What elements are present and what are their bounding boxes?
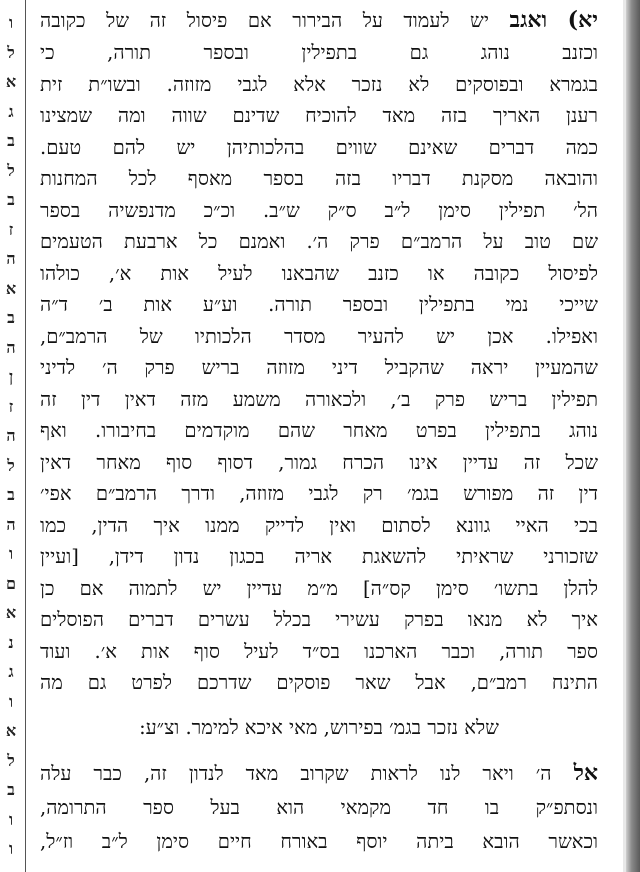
paragraph-1-line: שם טוב על הרמב״ם פרק ה׳. ואמנם כל ארבעת הטעמים <box>40 230 598 253</box>
paragraph-1-line: ספר תורה, וכבר הארכנו בס״ד לעיל סוף אות א׳. ועוד <box>40 639 598 663</box>
margin-fragment-char: ה <box>6 249 16 268</box>
column-divider-line <box>25 0 26 872</box>
margin-fragment-char: ב <box>7 485 15 504</box>
neighbour-column-margin <box>0 0 22 872</box>
paragraph-1-line: דין זה מפורש בגמ׳ רק לגבי מזוזה, ודרך הרמב״ם אפי׳ <box>40 482 598 505</box>
main-text-column <box>40 0 600 872</box>
margin-fragment-char: א <box>5 603 17 622</box>
margin-fragment-char: א <box>5 278 17 298</box>
paragraph-1-line: ואפילו. אכן יש להעיר מסדר הלכותיו של הרמב״ם, <box>40 324 598 348</box>
margin-fragment-char: ה <box>6 337 16 357</box>
margin-fragment-char: ז <box>8 219 14 239</box>
margin-fragment-char: ב <box>7 190 15 209</box>
paragraph-1-line: לפיסול כקובה או כזנב שהבאנו לעיל אות א׳, כולהו <box>40 261 598 285</box>
margin-fragment-char: ל <box>7 160 15 180</box>
margin-fragment-char: ל <box>7 42 15 62</box>
paragraph-1-line: איך לא מנאו בפרק עשירי בכלל עשרים דברים הפוסלים <box>40 608 598 631</box>
paragraph-1-line: נוהג בתפילין בפרט מאחר שהם מוקדמים בחיבורו. ואף <box>40 419 598 442</box>
paragraph-1-lead-word: ואגב <box>509 7 548 33</box>
margin-fragment-char: ג <box>8 101 14 121</box>
paragraph-1-last-line: שלא נזכר בגמ׳ בפירוש, מאי איכא למימר. וצ״ע: <box>139 716 499 739</box>
margin-fragment-char: ג <box>8 662 14 681</box>
paragraph-1-line: רענן האריך בזה מאד להוכיח שדינם שווה ומה שמצינו <box>40 104 598 127</box>
margin-fragment-char: ז <box>8 396 14 416</box>
margin-fragment-char: ו <box>8 839 14 858</box>
paragraph-1-line: התינח רמב״ם, אבל שאר פוסקים שדרכם לפרט גם מה <box>40 671 598 694</box>
paragraph-1-line: בכי האיי גוונא לסתום ואין לדייק ממנו איך הדין, כמו <box>40 513 598 537</box>
paragraph-1-line: הל׳ תפילין סימן ל״ב ס״ק ש״ב. וכ״כ מדנפשיה בספר <box>40 198 598 222</box>
paragraph-1-line: להלן בתשו׳ סימן קס״ה] מ״מ עדיין יש לתמוה אם כן <box>40 576 598 600</box>
margin-fragment-char: ה <box>6 514 16 534</box>
margin-fragment-char: ב <box>7 131 15 150</box>
margin-fragment-char: ו <box>8 809 14 829</box>
paragraph-2-line: וכאשר הובא ביתה יוסף באורח חיים סימן ל״ב וז״ל, <box>40 830 598 853</box>
margin-fragment-char: ו <box>8 544 14 563</box>
margin-fragment-char: א <box>5 72 17 91</box>
paragraph-2-line-1-text: ה׳ ויאר לנו לראות שקרוב מאד לנדון זה, כבר עלה <box>40 762 552 785</box>
paragraph-1-line: שהמעיין יראה שהקביל דיני מזוזה בריש פרק ה׳ לדיני <box>40 356 598 379</box>
margin-fragment-char: ב <box>7 780 15 799</box>
margin-fragment-char: ו <box>8 13 14 32</box>
paragraph-1-number: יא) <box>567 7 598 33</box>
paragraph-1-line-1 <box>40 7 598 33</box>
paragraph-1-line: כמה דברים שאינם שווים בהלכותיהן יש להם טעם. <box>40 135 598 159</box>
paragraph-2-line-1 <box>40 760 598 786</box>
margin-fragment-char: ל <box>7 750 15 770</box>
margin-fragment-char: ו <box>8 691 14 711</box>
margin-fragment-char: ב <box>7 308 15 327</box>
paragraph-1-line: שייכי נמי בתפילין ובספר תורה. וע״ע אות ב׳ ד״ה <box>40 293 598 316</box>
paragraph-1-line-1-text: יש לעמוד על הבירור אם פיסול זה של כקובה <box>40 9 489 32</box>
margin-fragment-char: א <box>5 721 17 740</box>
margin-fragment-char: ם <box>6 573 16 593</box>
margin-fragment-char: ל <box>7 455 15 475</box>
paragraph-1-line: שזכורני שראיתי להשאגת אריה בכגון נדון דידן, [ועיין <box>40 545 598 568</box>
paragraph-1-line: שכל זה עדיין אינו הכרח גמור, דסוף סוף מאחר דאין <box>40 450 598 474</box>
paragraph-1-line: וכזנב נוהג גם בתפילין ובספר תורה, כי <box>40 41 598 64</box>
page-edge-shadow <box>626 0 640 872</box>
paragraph-2-lead-word: אל <box>573 760 598 786</box>
paragraph-1-line: תפילין בריש פרק ב׳, ולכאורה משמע מזה דאין דין זה <box>40 387 598 411</box>
margin-fragment-char: ן <box>8 367 14 386</box>
paragraph-1-line: בגמרא ובפוסקים לא נזכר אלא לגבי מזוזה. ובשו״ת זית <box>40 72 598 96</box>
paragraph-1-line: והובאה מסקנת דבריו בזה בספר מאסף לכל המחנות <box>40 167 598 190</box>
margin-fragment-char: נ <box>8 632 14 652</box>
paragraph-2-line: ונסתפ״ק בו חד מקמאי הוא בעל ספר התרומה, <box>40 796 598 819</box>
margin-fragment-char: ה <box>6 426 16 445</box>
